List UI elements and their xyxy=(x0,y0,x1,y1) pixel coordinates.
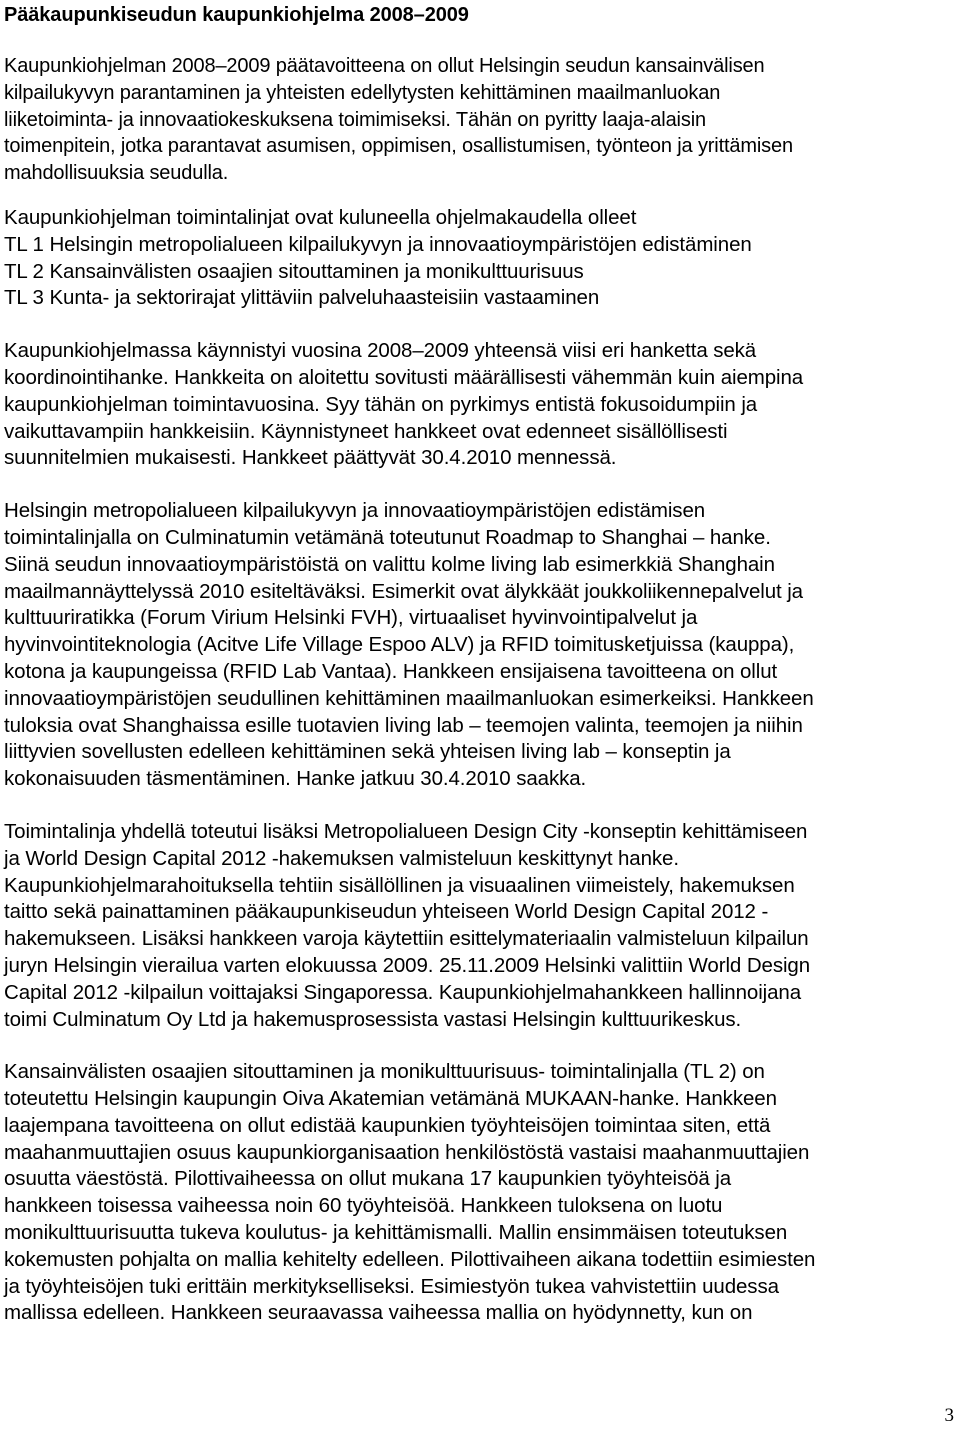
text-line: hakemukseen. Lisäksi hankkeen varoja käytettiin esittelymateriaalin valmisteluun kilpailun xyxy=(4,927,809,951)
text-line: maailmannäyttelyssä 2010 esiteltäväksi. Esimerkit ovat älykkäät joukkoliikennepalvelut ja xyxy=(4,579,803,603)
text-line: kotona ja kaupungeissa (RFID Lab Vantaa). Hankkeen ensijaisena tavoitteena on ollut xyxy=(4,659,778,683)
text-line: kokemusten pohjalta on mallia kehitelty edelleen. Pilottivaiheen aikana todettiin esimiesten xyxy=(4,1247,816,1271)
text-line: Capital 2012 -kilpailun voittajaksi Singaporessa. Kaupunkiohjelmahankkeen hallinnoijana xyxy=(4,980,802,1004)
projects-paragraph xyxy=(4,338,958,472)
text-line: koordinointihanke. Hankkeita on aloitettu sovitusti määrällisesti vähemmän kuin aiempina xyxy=(4,365,804,389)
text-line: taitto sekä painattaminen pääkaupunkiseudun yhteiseen World Design Capital 2012 - xyxy=(4,900,769,924)
text-line: maahanmuuttajien osuus kaupunkiorganisaation henkilöstöstä vastaisi maahanmuuttajien xyxy=(4,1140,810,1164)
text-line: toimenpitein, jotka parantavat asumisen, oppimisen, osallistumisen, työnteon ja yrittämisen xyxy=(4,135,793,158)
text-line: Siinä seudun innovaatioympäristöistä on valittu kolme living lab esimerkkiä Shanghain xyxy=(4,552,775,576)
text-line: tuloksia ovat Shanghaissa esille tuotavien living lab – teemojen valinta, teemojen ja niihin xyxy=(4,713,803,737)
text-line: liittyvien sovellusten edelleen kehittäminen sekä yhteisen living lab – konseptin ja xyxy=(4,740,731,764)
roadmap-paragraph xyxy=(4,498,958,793)
text-line: innovaatioympäristöjen seudullinen kehittäminen maailmanluokan esimerkeiksi. Hankkeen xyxy=(4,686,814,710)
text-line: hankkeen toisessa vaiheessa noin 60 työyhteisöä. Hankkeen tuloksena on luotu xyxy=(4,1194,723,1218)
document-page xyxy=(4,0,958,1327)
text-line: hyvinvointiteknologia (Acitve Life Village Espoo ALV) ja RFID toimitusketjuissa (kauppa), xyxy=(4,633,795,657)
text-line: liiketoiminta- ja innovaatiokeskuksena toimimiseksi. Tähän on pyritty laaja-alaisin xyxy=(4,108,706,131)
design-city-paragraph xyxy=(4,819,958,1033)
text-line: laajempana tavoitteena on ollut edistää kaupunkien työyhteisöjen toimintaa siten, että xyxy=(4,1113,771,1137)
text-line: Helsingin metropolialueen kilpailukyvyn ja innovaatioympäristöjen edistämisen xyxy=(4,499,706,523)
text-line: toimi Culminatum Oy Ltd ja hakemusprosessista vastasi Helsingin kulttuurikeskus. xyxy=(4,1007,742,1031)
text-line: mahdollisuuksia seudulla. xyxy=(4,162,229,185)
text-line: vaikuttavampiin hankkeisiin. Käynnistyneet hankkeet ovat edenneet sisällöllisesti xyxy=(4,419,728,443)
text-line: kokonaisuuden täsmentäminen. Hanke jatkuu 30.4.2010 saakka. xyxy=(4,767,587,791)
text-line: kilpailukyvyn parantaminen ja yhteisten edellytysten kehittäminen maailmanluokan xyxy=(4,81,721,104)
text-line: Kaupunkiohjelmassa käynnistyi vuosina 2008–2009 yhteensä viisi eri hanketta sekä xyxy=(4,339,757,363)
mukaan-paragraph xyxy=(4,1059,958,1327)
document-heading: Pääkaupunkiseudun kaupunkiohjelma 2008–2009 xyxy=(4,4,469,26)
text-line: Toimintalinja yhdellä toteutui lisäksi Metropolialueen Design City -konseptin kehittämiseen xyxy=(4,819,808,843)
text-line: suunnitelmien mukaisesti. Hankkeet päättyvät 30.4.2010 mennessä. xyxy=(4,446,617,470)
text-line: toteutettu Helsingin kaupungin Oiva Akatemian vetämänä MUKAAN-hanke. Hankkeen xyxy=(4,1087,777,1111)
text-line: kulttuuriratikka (Forum Virium Helsinki FVH), virtuaaliset hyvinvointipalvelut ja xyxy=(4,606,698,630)
text-line: Kaupunkiohjelmarahoituksella tehtiin sisällöllinen ja visuaalinen viimeistely, hakemuksen xyxy=(4,873,795,897)
text-line: mallissa edelleen. Hankkeen seuraavassa vaiheessa mallia on hyödynnetty, kun on xyxy=(4,1301,753,1325)
text-line: monikulttuurisuutta tukeva koulutus- ja kehittämismalli. Mallin ensimmäisen toteutuksen xyxy=(4,1221,788,1245)
text-line: osuutta väestöstä. Pilottivaiheessa on ollut mukana 17 kaupunkien työyhteisöä ja xyxy=(4,1167,732,1191)
text-line: Kansainvälisten osaajien sitouttaminen ja monikulttuurisuus- toimintalinjalla (TL 2) on xyxy=(4,1060,765,1084)
text-line: Kaupunkiohjelman 2008–2009 päätavoitteena on ollut Helsingin seudun kansainvälisen xyxy=(4,55,765,77)
text-line: TL 3 Kunta- ja sektorirajat ylittäviin palveluhaasteisiin vastaaminen xyxy=(4,286,600,310)
text-line: toimintalinjalla on Culminatumin vetämänä toteutunut Roadmap to Shanghai – hanke. xyxy=(4,525,771,549)
text-line: ja työyhteisöjen tuki erittäin merkitykselliseksi. Esimiestyön tukea vahvistettiin uudessa xyxy=(4,1274,779,1298)
text-line: TL 2 Kansainvälisten osaajien sitouttaminen ja monikulttuurisuus xyxy=(4,259,584,283)
text-line: ja World Design Capital 2012 -hakemuksen valmisteluun keskittynyt hanke. xyxy=(4,846,679,870)
text-line: juryn Helsingin vierailua varten elokuussa 2009. 25.11.2009 Helsinki valittiin World Design xyxy=(4,953,811,977)
intro-paragraph xyxy=(4,53,958,187)
action-lines-paragraph xyxy=(4,205,958,312)
text-line: kaupunkiohjelman toimintavuosina. Syy tähän on pyrkimys entistä fokusoidumpiin ja xyxy=(4,392,758,416)
text-line: Kaupunkiohjelman toimintalinjat ovat kuluneella ohjelmakaudella olleet xyxy=(4,205,637,229)
text-line: TL 1 Helsingin metropolialueen kilpailukyvyn ja innovaatioympäristöjen edistäminen xyxy=(4,232,752,256)
page-number: 3 xyxy=(944,1405,954,1426)
